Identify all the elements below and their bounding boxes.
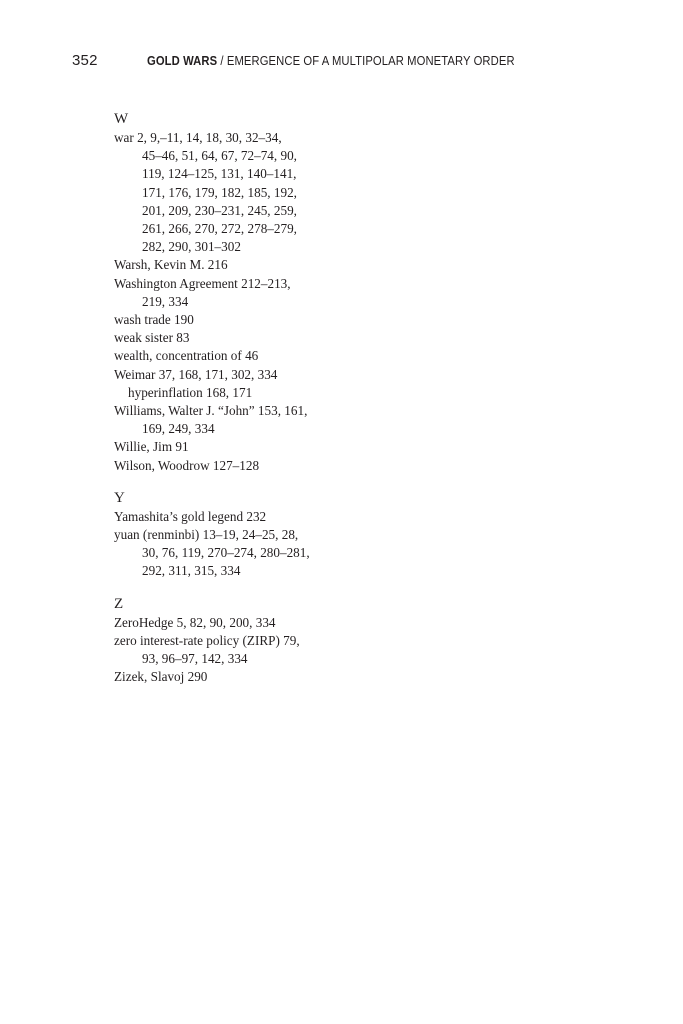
index-section-y	[114, 489, 434, 581]
index-body	[114, 110, 434, 686]
book-title: GOLD WARS	[147, 54, 218, 68]
index-entry-continuation: 119, 124–125, 131, 140–141,	[142, 166, 297, 182]
index-entry: Weimar 37, 168, 171, 302, 334	[114, 366, 278, 382]
index-section-w	[114, 110, 434, 475]
section-letter: Y	[114, 489, 125, 506]
index-entry-continuation: 45–46, 51, 64, 67, 72–74, 90,	[142, 148, 297, 164]
index-subentry: hyperinflation 168, 171	[128, 384, 253, 400]
index-entry: wash trade 190	[114, 312, 194, 328]
section-letter: Z	[114, 595, 124, 612]
index-entry: Yamashita’s gold legend 232	[114, 508, 267, 524]
index-entry-continuation: 171, 176, 179, 182, 185, 192,	[142, 184, 297, 200]
running-header	[72, 52, 632, 72]
index-section-z	[114, 595, 434, 687]
index-entry: Washington Agreement 212–213,	[114, 275, 291, 291]
index-entry-continuation: 219, 334	[142, 293, 189, 309]
index-entry: Wilson, Woodrow 127–128	[114, 457, 260, 473]
page-number: 352	[72, 52, 98, 69]
index-entry-continuation: 169, 249, 334	[142, 421, 215, 437]
index-entry: Warsh, Kevin M. 216	[114, 257, 228, 273]
index-entry-continuation: 30, 76, 119, 270–274, 280–281,	[142, 545, 310, 561]
index-entry-continuation: 93, 96–97, 142, 334	[142, 651, 248, 667]
index-entry: Zizek, Slavoj 290	[114, 669, 208, 685]
index-entry: Williams, Walter J. “John” 153, 161,	[114, 403, 308, 419]
running-title	[147, 54, 515, 68]
index-entry: wealth, concentration of 46	[114, 348, 259, 364]
index-entry: ZeroHedge 5, 82, 90, 200, 334	[114, 614, 276, 630]
title-separator: /	[220, 54, 224, 68]
index-entry: yuan (renminbi) 13–19, 24–25, 28,	[114, 527, 299, 543]
index-entry-continuation: 261, 266, 270, 272, 278–279,	[142, 221, 297, 237]
index-entry-continuation: 292, 311, 315, 334	[142, 563, 241, 579]
section-title: EMERGENCE OF A MULTIPOLAR MONETARY ORDER	[226, 54, 515, 68]
index-entry-continuation: 282, 290, 301–302	[142, 239, 241, 255]
index-entry: zero interest-rate policy (ZIRP) 79,	[114, 632, 300, 648]
index-entry: weak sister 83	[114, 330, 190, 346]
index-entry: Willie, Jim 91	[114, 439, 189, 455]
index-entry: war 2, 9,–11, 14, 18, 30, 32–34,	[114, 130, 282, 145]
section-letter: W	[114, 111, 129, 127]
index-entry-continuation: 201, 209, 230–231, 245, 259,	[142, 202, 297, 218]
